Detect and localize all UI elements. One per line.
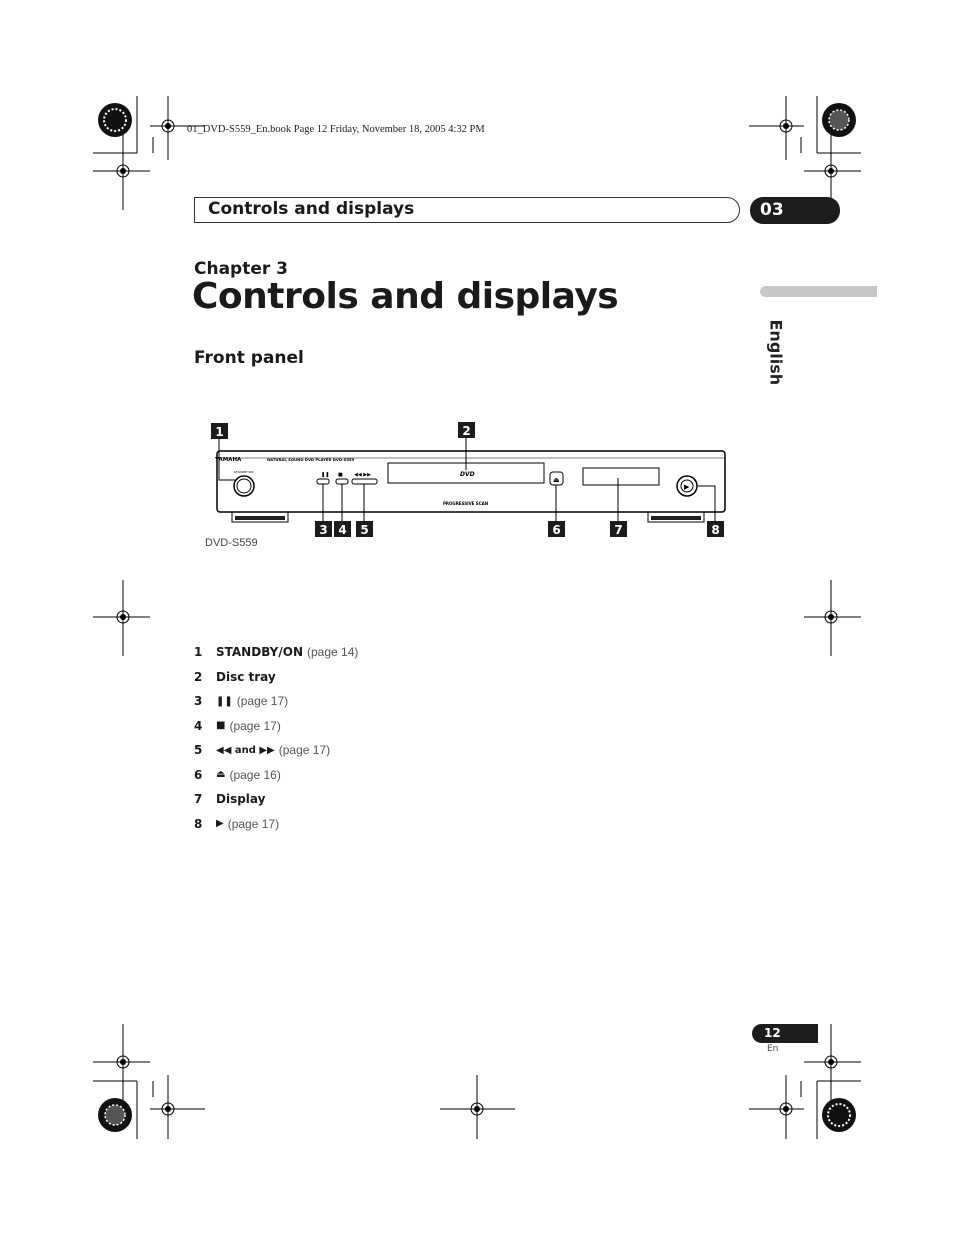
callout-5: 5 <box>360 523 369 537</box>
standby-text: STANDBY/ON <box>234 470 254 474</box>
callout-6: 6 <box>552 523 561 537</box>
page-language-code: En <box>767 1044 779 1054</box>
skip-buttons-graphic <box>352 479 377 484</box>
svg-text:■: ■ <box>338 472 343 478</box>
stop-icon: ■ <box>216 720 226 732</box>
list-item: 8 ▶ (page 17) <box>194 816 280 831</box>
section-title: Front panel <box>194 348 304 368</box>
page-title: Controls and displays <box>192 276 619 317</box>
page-number: 12 <box>752 1024 818 1043</box>
list-item: 1 STANDBY/ON (page 14) <box>194 645 359 660</box>
list-item: 4 ■ (page 17) <box>194 718 281 733</box>
print-slug: 01_DVD-S559_En.book Page 12 Friday, November 18, 2005 4:32 PM <box>187 124 485 135</box>
svg-text:▶: ▶ <box>684 483 690 491</box>
svg-text:⏏: ⏏ <box>553 476 560 484</box>
front-panel-diagram <box>205 418 735 543</box>
list-item: 6 ⏏ (page 16) <box>194 767 281 782</box>
callout-1: 1 <box>215 425 224 439</box>
callout-3: 3 <box>319 523 328 537</box>
list-item: 7 Display <box>194 792 266 807</box>
stop-button-graphic <box>336 479 348 484</box>
svg-text:❚❚: ❚❚ <box>321 472 330 478</box>
list-item: 2 Disc tray <box>194 669 276 684</box>
chapter-label: Chapter 3 <box>194 259 289 279</box>
eject-icon: ⏏ <box>216 769 226 781</box>
display-window <box>583 468 659 485</box>
controls-list <box>194 640 358 836</box>
chapter-number-badge: 03 <box>750 197 840 224</box>
svg-text:DVD: DVD <box>460 471 475 478</box>
pause-button-graphic <box>317 479 329 484</box>
progressive-text: PROGRESSIVE SCAN <box>443 501 489 506</box>
svg-text:◀◀ ▶▶: ◀◀ ▶▶ <box>354 472 371 478</box>
callout-8: 8 <box>711 523 720 537</box>
panel-model-text: NATURAL SOUND DVD PLAYER DVD-S559 <box>267 457 355 462</box>
brand-logo: YAMAHA <box>215 457 242 463</box>
list-item: 5 ◀◀ and ▶▶ (page 17) <box>194 743 331 758</box>
pause-icon: ❚❚ <box>216 695 233 707</box>
language-tab <box>760 286 877 297</box>
header-title: Controls and displays <box>208 199 415 219</box>
callout-2: 2 <box>462 424 471 438</box>
skip-icon: ◀◀ and ▶▶ <box>216 744 275 756</box>
model-caption: DVD-S559 <box>205 537 258 549</box>
play-icon: ▶ <box>216 818 224 830</box>
callout-7: 7 <box>614 523 623 537</box>
callout-4: 4 <box>338 523 347 537</box>
language-label: English <box>766 319 786 386</box>
list-item: 3 ❚❚ (page 17) <box>194 694 289 709</box>
